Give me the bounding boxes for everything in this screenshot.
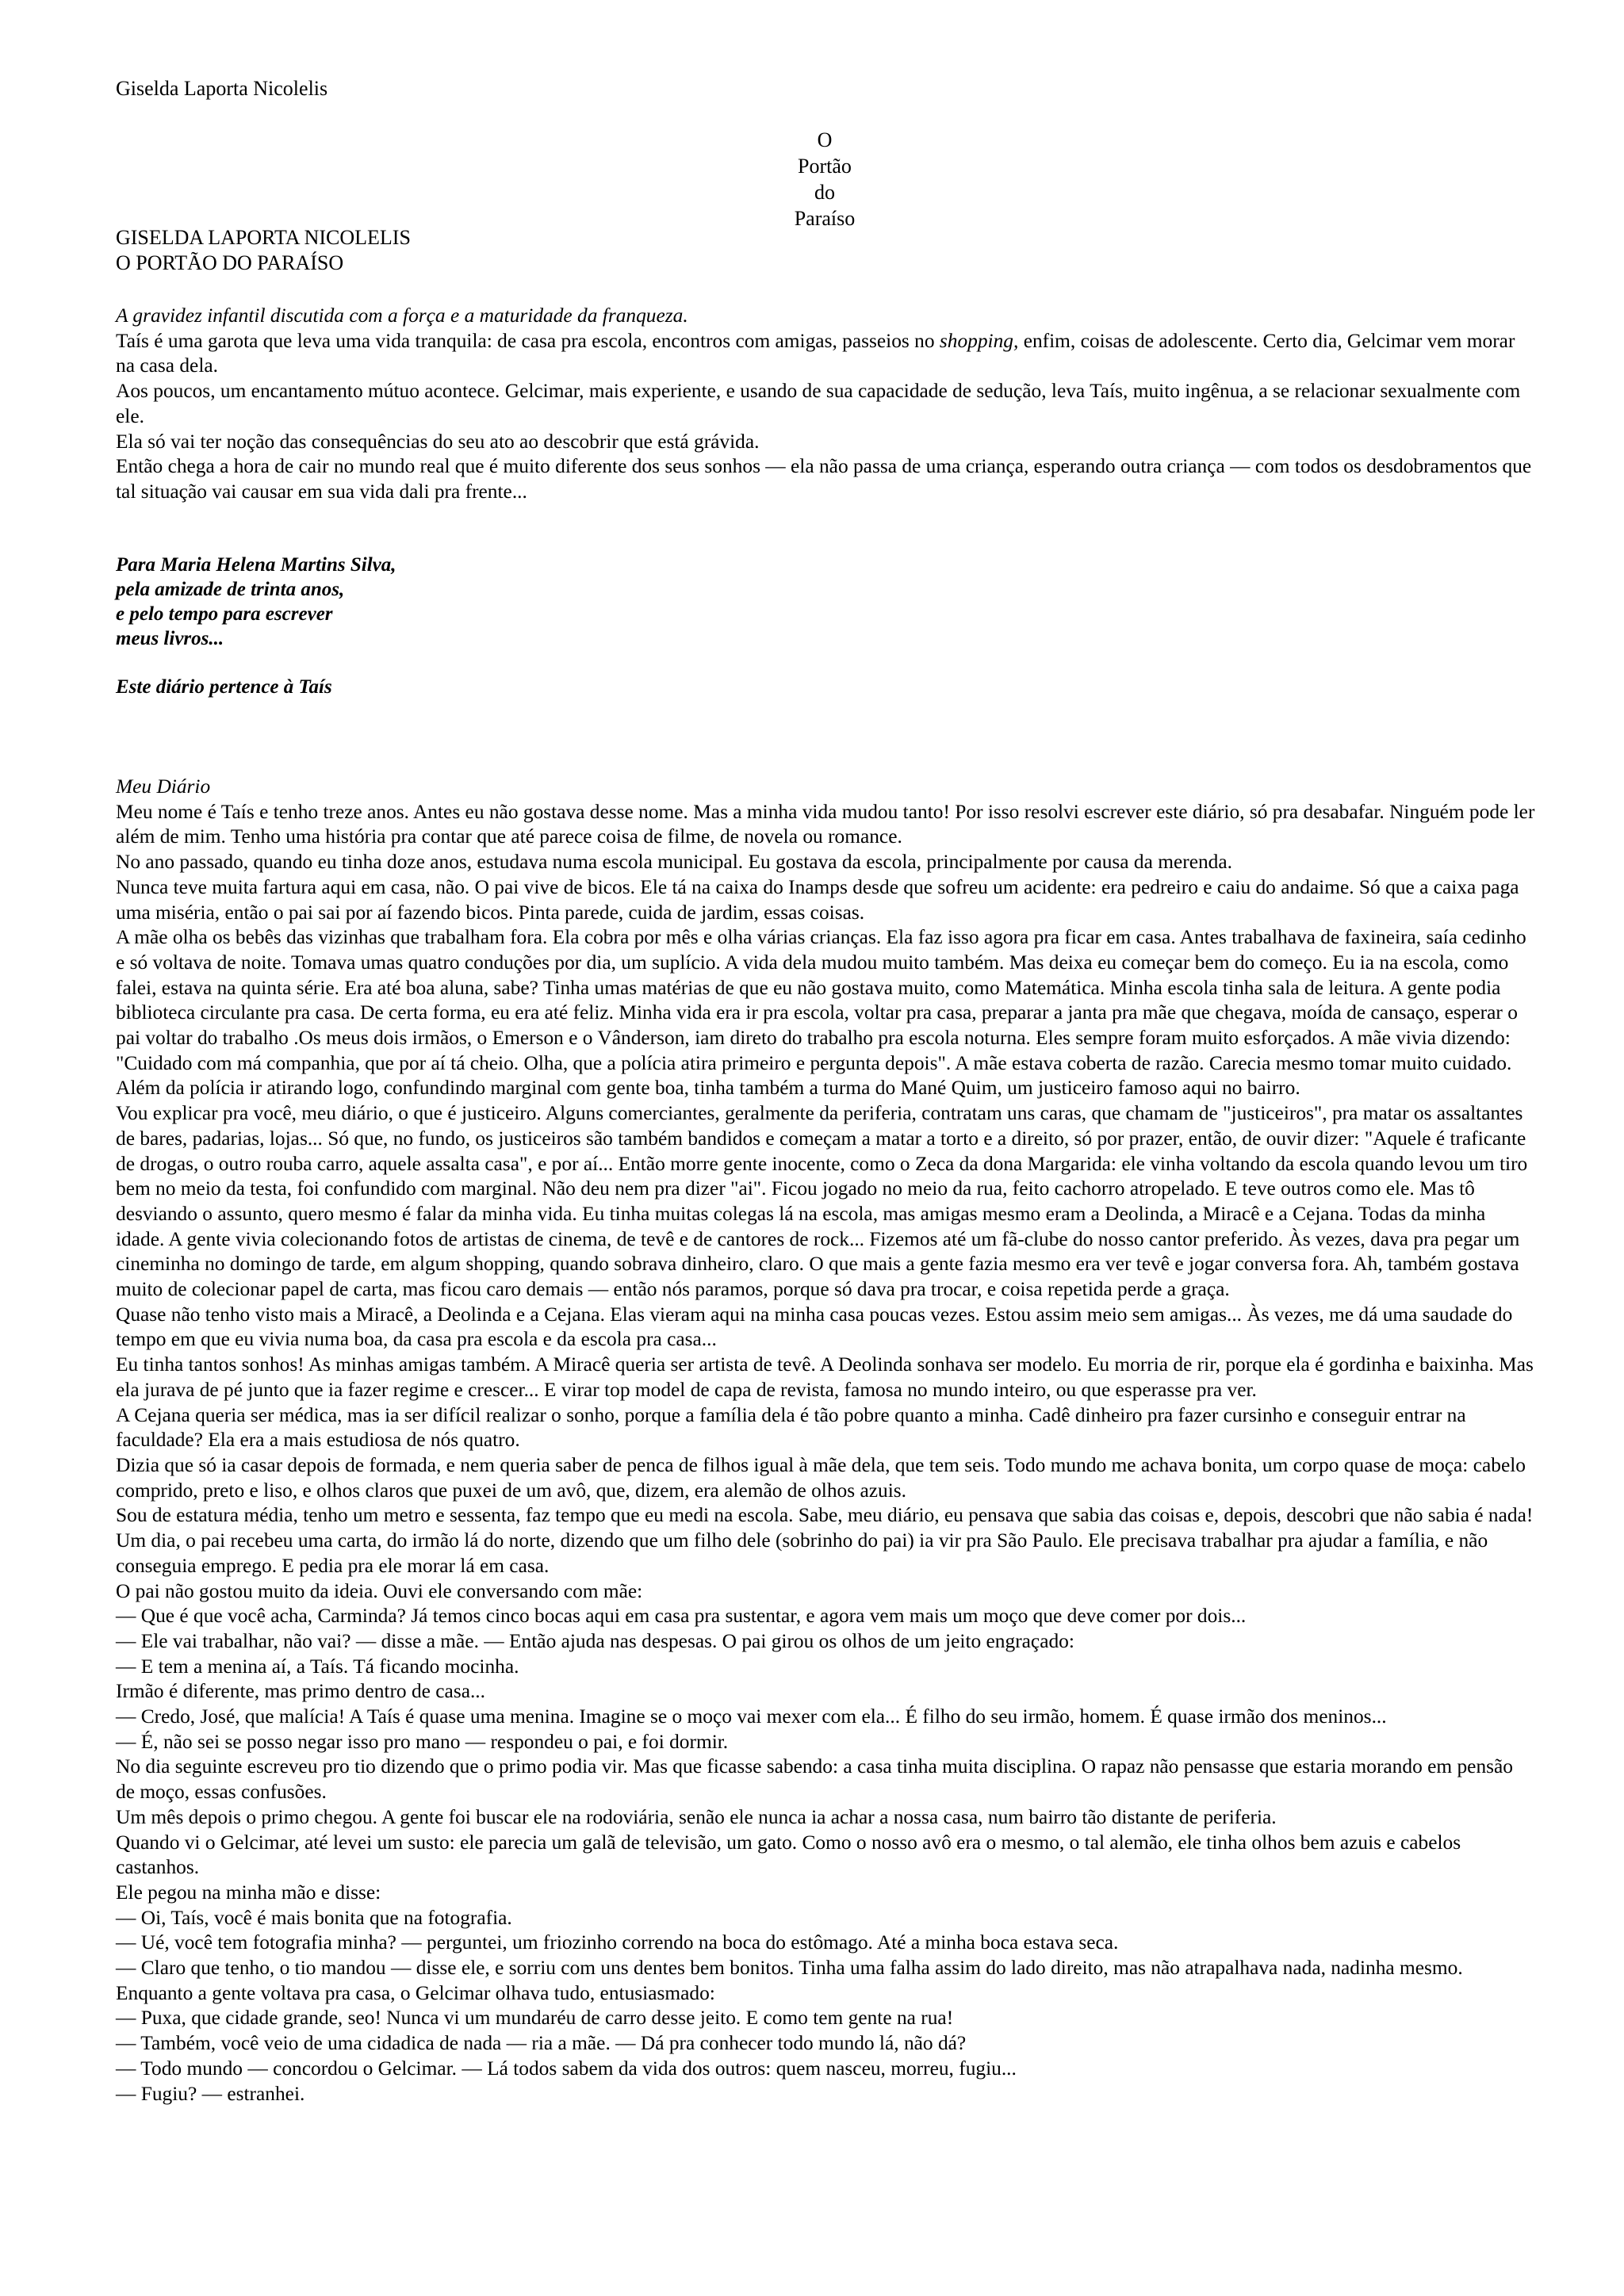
diary-paragraph: A Cejana queria ser médica, mas ia ser difícil realizar o sonho, porque a família dela é tão pobre quanto a minha. Cadê dinheiro pra fazer cursinho e conseguir entrar na faculdade? Ela era a mais estudiosa de nós quatro.	[116, 1403, 1466, 1452]
diary-section	[116, 775, 1535, 2107]
tagline: A gravidez infantil discutida com a força e a maturidade da franqueza.	[116, 304, 688, 327]
diary-paragraph: — Todo mundo — concordou o Gelcimar. — Lá todos sabem da vida dos outros: quem nasceu, morreu, fugiu...	[116, 2057, 1017, 2080]
diary-paragraph: — Oi, Taís, você é mais bonita que na fotografia.	[116, 1906, 512, 1929]
diary-paragraph: — Ele vai trabalhar, não vai? — disse a mãe. — Então ajuda nas despesas. O pai girou os olhos de um jeito engraçado:	[116, 1629, 1074, 1652]
synopsis-paragraph	[116, 329, 1535, 379]
diary-paragraph: — Puxa, que cidade grande, seo! Nunca vi um mundaréu de carro desse jeito. E como tem gente na rua!	[116, 2007, 954, 2030]
diary-paragraph: — Credo, José, que malícia! A Taís é quase uma menina. Imagine se o moço vai mexer com ela... É filho do seu irmão, homem. É quase irmão dos meninos...	[116, 1705, 1387, 1728]
diary-paragraph: No ano passado, quando eu tinha doze anos, estudava numa escola municipal. Eu gostava da escola, principalmente por causa da merenda.	[116, 851, 1232, 874]
diary-paragraph: — Claro que tenho, o tio mandou — disse ele, e sorriu com uns dentes bem bonitos. Tinha uma falha assim do lado direito, mas não atrapalhava nada, nadinha mesmo.	[116, 1957, 1463, 1980]
dedication	[116, 553, 396, 651]
diary-paragraph: Eu tinha tantos sonhos! As minhas amigas também. A Miracê queria ser artista de tevê. A Deolinda sonhava ser modelo. Eu morria de rir, porque ela é gordinha e baixinha. Mas ela jurava de pé junto que ia fazer regime e crescer... E virar top model de capa de revista, famosa no mundo inteiro, ou que esperasse pra ver.	[116, 1353, 1534, 1401]
title-caps: O PORTÃO DO PARAÍSO	[116, 251, 344, 274]
diary-paragraph: Sou de estatura média, tenho um metro e sessenta, faz tempo que eu medi na escola. Sabe, meu diário, eu pensava que sabia das coisas e, depois, descobri que não sabia é nada!	[116, 1504, 1534, 1527]
diary-paragraph: — E tem a menina aí, a Taís. Tá ficando mocinha.	[116, 1655, 519, 1678]
diary-paragraph: — Fugiu? — estranhei.	[116, 2082, 305, 2105]
diary-paragraph: Quando vi o Gelcimar, até levei um susto: ele parecia um galã de televisão, um gato. Como o nosso avô era o mesmo, o tal alemão, ele tinha olhos bem azuis e cabelos castanhos.	[116, 1831, 1461, 1879]
title-block	[745, 127, 904, 232]
diary-paragraph: Irmão é diferente, mas primo dentro de casa...	[116, 1680, 486, 1703]
title-line: O	[817, 128, 833, 151]
diary-paragraph: Enquanto a gente voltava pra casa, o Gelcimar olhava tudo, entusiasmado:	[116, 1981, 715, 2004]
author-caps: GISELDA LAPORTA NICOLELIS	[116, 226, 411, 249]
title-line: do	[814, 181, 835, 204]
diary-paragraph: Dizia que só ia casar depois de formada, e nem queria saber de penca de filhos igual à mãe dela, que tem seis. Todo mundo me achava bonita, um corpo quase de moça: cabelo comprido, preto e liso, e olhos claros que puxei de um avô, que, dizem, era alemão de olhos azuis.	[116, 1453, 1526, 1502]
diary-paragraph: — Que é que você acha, Carminda? Já temos cinco bocas aqui em casa pra sustentar, e agora vem mais um moço que deve comer por dois...	[116, 1605, 1247, 1628]
diary-paragraphs	[116, 800, 1535, 2107]
synopsis-paragraph: Então chega a hora de cair no mundo real que é muito diferente dos seus sonhos — ela não passa de uma criança, esperando outra criança — com todos os desdobramentos que tal situação vai causar em sua vida dali pra frente...	[116, 455, 1532, 503]
diary-paragraph: No dia seguinte escreveu pro tio dizendo que o primo podia vir. Mas que ficasse sabendo: a casa tinha muita disciplina. O rapaz não pensasse que estaria morando em pensão de moço, essas confusões.	[116, 1755, 1513, 1804]
diary-paragraph: Um mês depois o primo chegou. A gente foi buscar ele na rodoviária, senão ele nunca ia achar a nossa casa, num bairro tão distante de periferia.	[116, 1805, 1277, 1828]
dedication-line: pela amizade de trinta anos,	[116, 579, 345, 600]
diary-paragraph: — Também, você veio de uma cidadica de nada — ria a mãe. — Dá pra conhecer todo mundo lá, não dá?	[116, 2032, 967, 2055]
heading-block	[116, 225, 411, 276]
dedication-line: Para Maria Helena Martins Silva,	[116, 554, 396, 576]
diary-paragraph: O pai não gostou muito da ideia. Ouvi ele conversando com mãe:	[116, 1579, 643, 1602]
synopsis-paragraph: Aos poucos, um encantamento mútuo acontece. Gelcimar, mais experiente, e usando de sua capacidade de sedução, leva Taís, muito ingênua, a se relacionar sexualmente com ele.	[116, 380, 1521, 427]
synopsis-text: enfim, coisas de adolescente. Certo dia, Gelcimar vem morar na casa dela.	[116, 329, 1515, 377]
synopsis-italic-word: shopping,	[939, 329, 1019, 352]
dedication-line: meus livros...	[116, 628, 224, 649]
diary-paragraph: Meu nome é Taís e tenho treze anos. Antes eu não gostava desse nome. Mas a minha vida mudou tanto! Por isso resolvi escrever este diário, só pra desabafar. Ninguém pode ler além de mim. Tenho uma história pra contar que até parece coisa de filme, de novela ou romance.	[116, 800, 1535, 848]
synopsis-text: Taís é uma garota que leva uma vida tranquila: de casa pra escola, encontros com amigas, passeios no	[116, 329, 940, 352]
diary-owner: Este diário pertence à Taís	[116, 676, 332, 698]
diary-paragraph: — É, não sei se posso negar isso pro mano — respondeu o pai, e foi dormir.	[116, 1730, 729, 1753]
diary-paragraph: Ele pegou na minha mão e disse:	[116, 1881, 381, 1904]
synopsis	[116, 304, 1535, 505]
diary-paragraph: A mãe olha os bebês das vizinhas que trabalham fora. Ela cobra por mês e olha várias crianças. Ela faz isso agora pra ficar em casa. Antes trabalhava de faxineira, saía cedinho e só voltava de noite. Tomava umas quatro conduções por dia, um suplício. A vida dela mudou muito também. Mas deixa eu começar bem do começo. Eu ia na escola, como falei, estava na quinta série. Era até boa aluna, sabe? Tinha umas matérias de que eu não gostava muito, como Matemática. Minha escola tinha sala de leitura. A gente podia biblioteca circulante pra casa. De certa forma, eu era até feliz. Minha vida era ir pra escola, voltar pra casa, preparar a janta pra mãe que chegava, moída de cansaço, esperar o pai voltar do trabalho .Os meus dois irmãos, o Emerson e o Vânderson, iam direto do trabalho pra escola noturna. Eles sempre foram muito esforçados. A mãe vivia dizendo: "Cuidado com má companhia, que por aí tá cheio. Olha, que a polícia atira primeiro e pergunta depois". A mãe estava coberta de razão. Carecia mesmo tomar muito cuidado. Além da polícia ir atirando logo, confundindo marginal com gente boa, tinha também a turma do Mané Quim, um justiceiro famoso aqui no bairro.	[116, 926, 1526, 1100]
diary-paragraph: Quase não tenho visto mais a Miracê, a Deolinda e a Cejana. Elas vieram aqui na minha casa poucas vezes. Estou assim meio sem amigas... Às vezes, me dá uma saudade do tempo em que eu vivia numa boa, da casa pra escola e da escola pra casa...	[116, 1303, 1513, 1351]
dedication-line: e pelo tempo para escrever	[116, 603, 333, 625]
diary-paragraph: — Ué, você tem fotografia minha? — perguntei, um friozinho correndo na boca do estômago. Até a minha boca estava seca.	[116, 1931, 1119, 1954]
title-line: Paraíso	[794, 207, 856, 230]
author-line: Giselda Laporta Nicolelis	[116, 77, 328, 100]
diary-paragraph: Nunca teve muita fartura aqui em casa, não. O pai vive de bicos. Ele tá na caixa do Inamps desde que sofreu um acidente: era pedreiro e caiu do andaime. Só que a caixa paga uma miséria, então o pai sai por aí fazendo bicos. Pinta parede, cuida de jardim, essas coisas.	[116, 875, 1519, 924]
synopsis-paragraph: Ela só vai ter noção das consequências do seu ato ao descobrir que está grávida.	[116, 430, 760, 453]
diary-paragraph: Um dia, o pai recebeu uma carta, do irmão lá do norte, dizendo que um filho dele (sobrinho do pai) ia vir pra São Paulo. Ele precisava trabalhar pra ajudar a família, e não conseguia emprego. E pedia pra ele morar lá em casa.	[116, 1529, 1488, 1577]
title-line: Portão	[798, 155, 852, 178]
diary-paragraph: Vou explicar pra você, meu diário, o que é justiceiro. Alguns comerciantes, geralmente da periferia, contratam uns caras, que chamam de "justiceiros", pra matar os assaltantes de bares, padarias, lojas... Só que, no fundo, os justiceiros são também bandidos e começam a matar a torto e a direito, só por prazer, então, de ouvir dizer: "Aquele é traficante de drogas, o outro rouba carro, aquele assalta casa", e por aí... Então morre gente inocente, como o Zeca da dona Margarida: ele vinha voltando da escola quando levou um tiro bem no meio da testa, foi confundido com marginal. Não deu nem pra dizer "ai". Ficou jogado no meio da rua, feito cachorro atropelado. E teve outros como ele. Mas tô desviando o assunto, quero mesmo é falar da minha vida. Eu tinha muitas colegas lá na escola, mas amigas mesmo eram a Deolinda, a Miracê e a Cejana. Todas da minha idade. A gente vivia colecionando fotos de artistas de cinema, de tevê e de cantores de rock... Fizemos até um fã-clube do nosso cantor preferido. Às vezes, dava pra pegar um cineminha no domingo de tarde, em algum shopping, quando sobrava dinheiro, claro. O que mais a gente fazia mesmo era ver tevê e jogar conversa fora. Ah, também gostava muito de colecionar papel de carta, mas ficou caro demais — então nós paramos, porque só dava pra trocar, e coisa repetida perde a graça.	[116, 1102, 1528, 1301]
diary-title: Meu Diário	[116, 775, 211, 798]
